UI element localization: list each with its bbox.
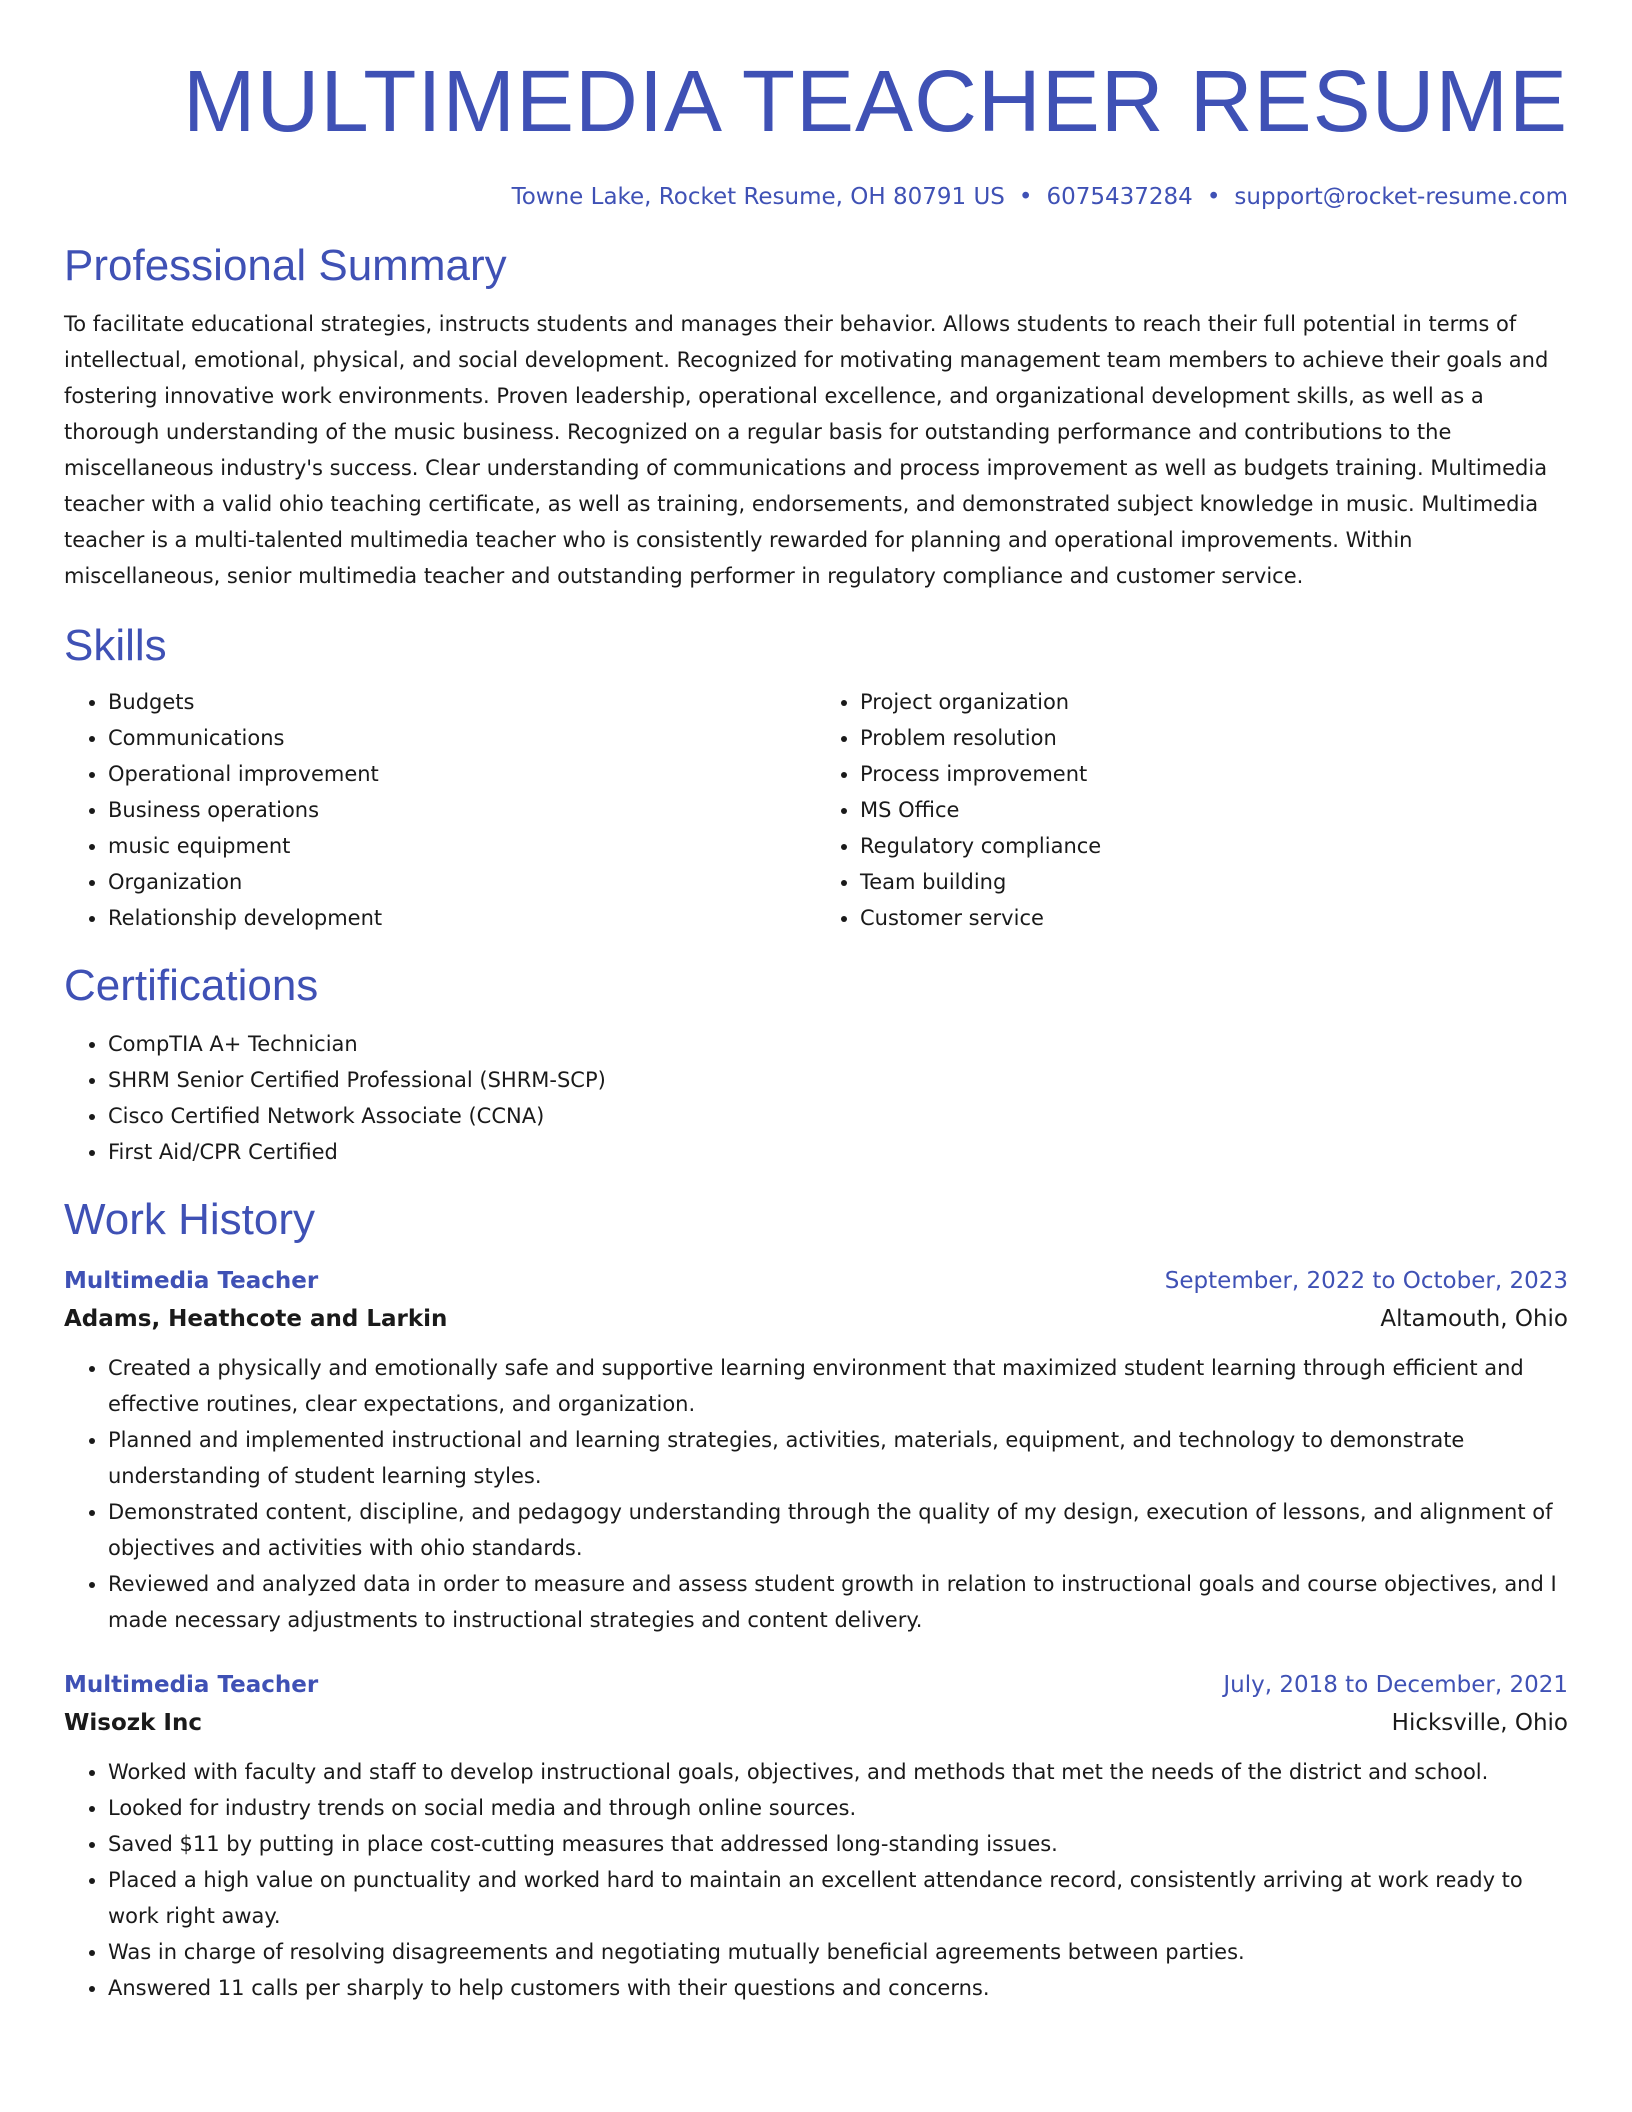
job-bullet: • Created a physically and emotionally safe and supportive learning environment that maximized student learning through efficient and effective routines, clear expectations, and organization. xyxy=(108,1350,1568,1422)
job-company-row xyxy=(64,1300,1568,1338)
skills-grid xyxy=(64,684,1568,936)
skills-section xyxy=(64,618,1568,936)
job-company: Wisozk Inc xyxy=(64,1710,202,1736)
skill-item: • music equipment xyxy=(108,828,816,864)
certification-item: • Cisco Certified Network Associate (CCNA) xyxy=(108,1098,1568,1134)
certification-item: • First Aid/CPR Certified xyxy=(108,1134,1568,1170)
job-bullet: • Answered 11 calls per sharply to help customers with their questions and concerns. xyxy=(108,1970,1568,2006)
job-entry xyxy=(64,1666,1568,2006)
job-header-row xyxy=(64,1666,1568,1704)
job-company: Adams, Heathcote and Larkin xyxy=(64,1306,448,1332)
phone-number: 6075437284 xyxy=(1046,184,1193,210)
email-address: support@rocket-resume.com xyxy=(1234,184,1568,210)
job-bullet: • Was in charge of resolving disagreements and negotiating mutually beneficial agreements between parties. xyxy=(108,1934,1568,1970)
job-location: Altamouth, Ohio xyxy=(1380,1306,1568,1332)
skill-item: • MS Office xyxy=(860,792,1568,828)
job-dates: September, 2022 to October, 2023 xyxy=(1164,1268,1568,1294)
job-bullets xyxy=(64,1754,1568,2006)
skill-item: • Team building xyxy=(860,864,1568,900)
job-bullet: • Demonstrated content, discipline, and pedagogy understanding through the quality of my design, execution of lessons, and alignment of objectives and activities with ohio standards. xyxy=(108,1494,1568,1566)
job-bullet: • Looked for industry trends on social media and through online sources. xyxy=(108,1790,1568,1826)
address: Towne Lake, Rocket Resume, OH 80791 US xyxy=(511,184,1005,210)
skill-item: • Problem resolution xyxy=(860,720,1568,756)
job-header-row xyxy=(64,1262,1568,1300)
skill-item: • Budgets xyxy=(108,684,816,720)
skill-item: • Project organization xyxy=(860,684,1568,720)
skill-item: • Business operations xyxy=(108,792,816,828)
job-bullet: • Saved $11 by putting in place cost-cutting measures that addressed long-standing issues. xyxy=(108,1826,1568,1862)
separator-dot: • xyxy=(1206,184,1221,210)
certifications-list xyxy=(64,1026,1568,1170)
skill-item: • Operational improvement xyxy=(108,756,816,792)
job-location: Hicksville, Ohio xyxy=(1391,1710,1568,1736)
skill-item: • Relationship development xyxy=(108,900,816,936)
job-entry xyxy=(64,1262,1568,1638)
job-bullet: • Placed a high value on punctuality and worked hard to maintain an excellent attendance record, consistently arriving at work ready to work right away. xyxy=(108,1862,1568,1934)
skills-list-right xyxy=(816,684,1568,936)
job-bullet: • Worked with faculty and staff to develop instructional goals, objectives, and methods that met the needs of the district and school. xyxy=(108,1754,1568,1790)
job-bullet: • Reviewed and analyzed data in order to measure and assess student growth in relation to instructional goals and course objectives, and I made necessary adjustments to instructional strategies and content delivery. xyxy=(108,1566,1568,1638)
skill-item: • Regulatory compliance xyxy=(860,828,1568,864)
skill-item: • Customer service xyxy=(860,900,1568,936)
certifications-section xyxy=(64,958,1568,1170)
skill-item: • Communications xyxy=(108,720,816,756)
section-heading-summary: Professional Summary xyxy=(64,241,507,290)
contact-line xyxy=(64,182,1568,212)
certification-item: • CompTIA A+ Technician xyxy=(108,1026,1568,1062)
section-heading-work-history: Work History xyxy=(64,1195,315,1244)
skill-item: • Organization xyxy=(108,864,816,900)
job-bullets xyxy=(64,1350,1568,1638)
skills-list-left xyxy=(64,684,816,936)
job-title: Multimedia Teacher xyxy=(64,1268,319,1294)
job-dates: July, 2018 to December, 2021 xyxy=(1223,1672,1568,1698)
section-heading-skills: Skills xyxy=(64,621,167,670)
skill-item: • Process improvement xyxy=(860,756,1568,792)
certification-item: • SHRM Senior Certified Professional (SHRM-SCP) xyxy=(108,1062,1568,1098)
work-history-section xyxy=(64,1192,1568,2006)
professional-summary-section xyxy=(64,238,1568,594)
job-company-row xyxy=(64,1704,1568,1742)
section-heading-certifications: Certifications xyxy=(64,961,319,1010)
job-title: Multimedia Teacher xyxy=(64,1672,319,1698)
resume-title: MULTIMEDIA TEACHER RESUME xyxy=(183,53,1568,150)
separator-dot: • xyxy=(1018,184,1033,210)
job-bullet: • Planned and implemented instructional and learning strategies, activities, materials, equipment, and technology to demonstrate understanding of student learning styles. xyxy=(108,1422,1568,1494)
summary-paragraph: To facilitate educational strategies, instructs students and manages their behavior. Allows students to reach their full potential in terms of intellectual, emotional, physical, and social development. Recognized for motivating management team members to achieve their goals and fostering innovative work environments. Proven leadership, operational excellence, and organizational development skills, as well as a thorough understanding of the music business. Recognized on a regular basis for outstanding performance and contributions to the miscellaneous industry's success. Clear understanding of communications and process improvement as well as budgets training. Multimedia teacher with a valid ohio teaching certificate, as well as training, endorsements, and demonstrated subject knowledge in music. Multimedia teacher is a multi-talented multimedia teacher who is consistently rewarded for planning and operational improvements. Within miscellaneous, senior multimedia teacher and outstanding performer in regulatory compliance and customer service. xyxy=(64,312,1549,588)
